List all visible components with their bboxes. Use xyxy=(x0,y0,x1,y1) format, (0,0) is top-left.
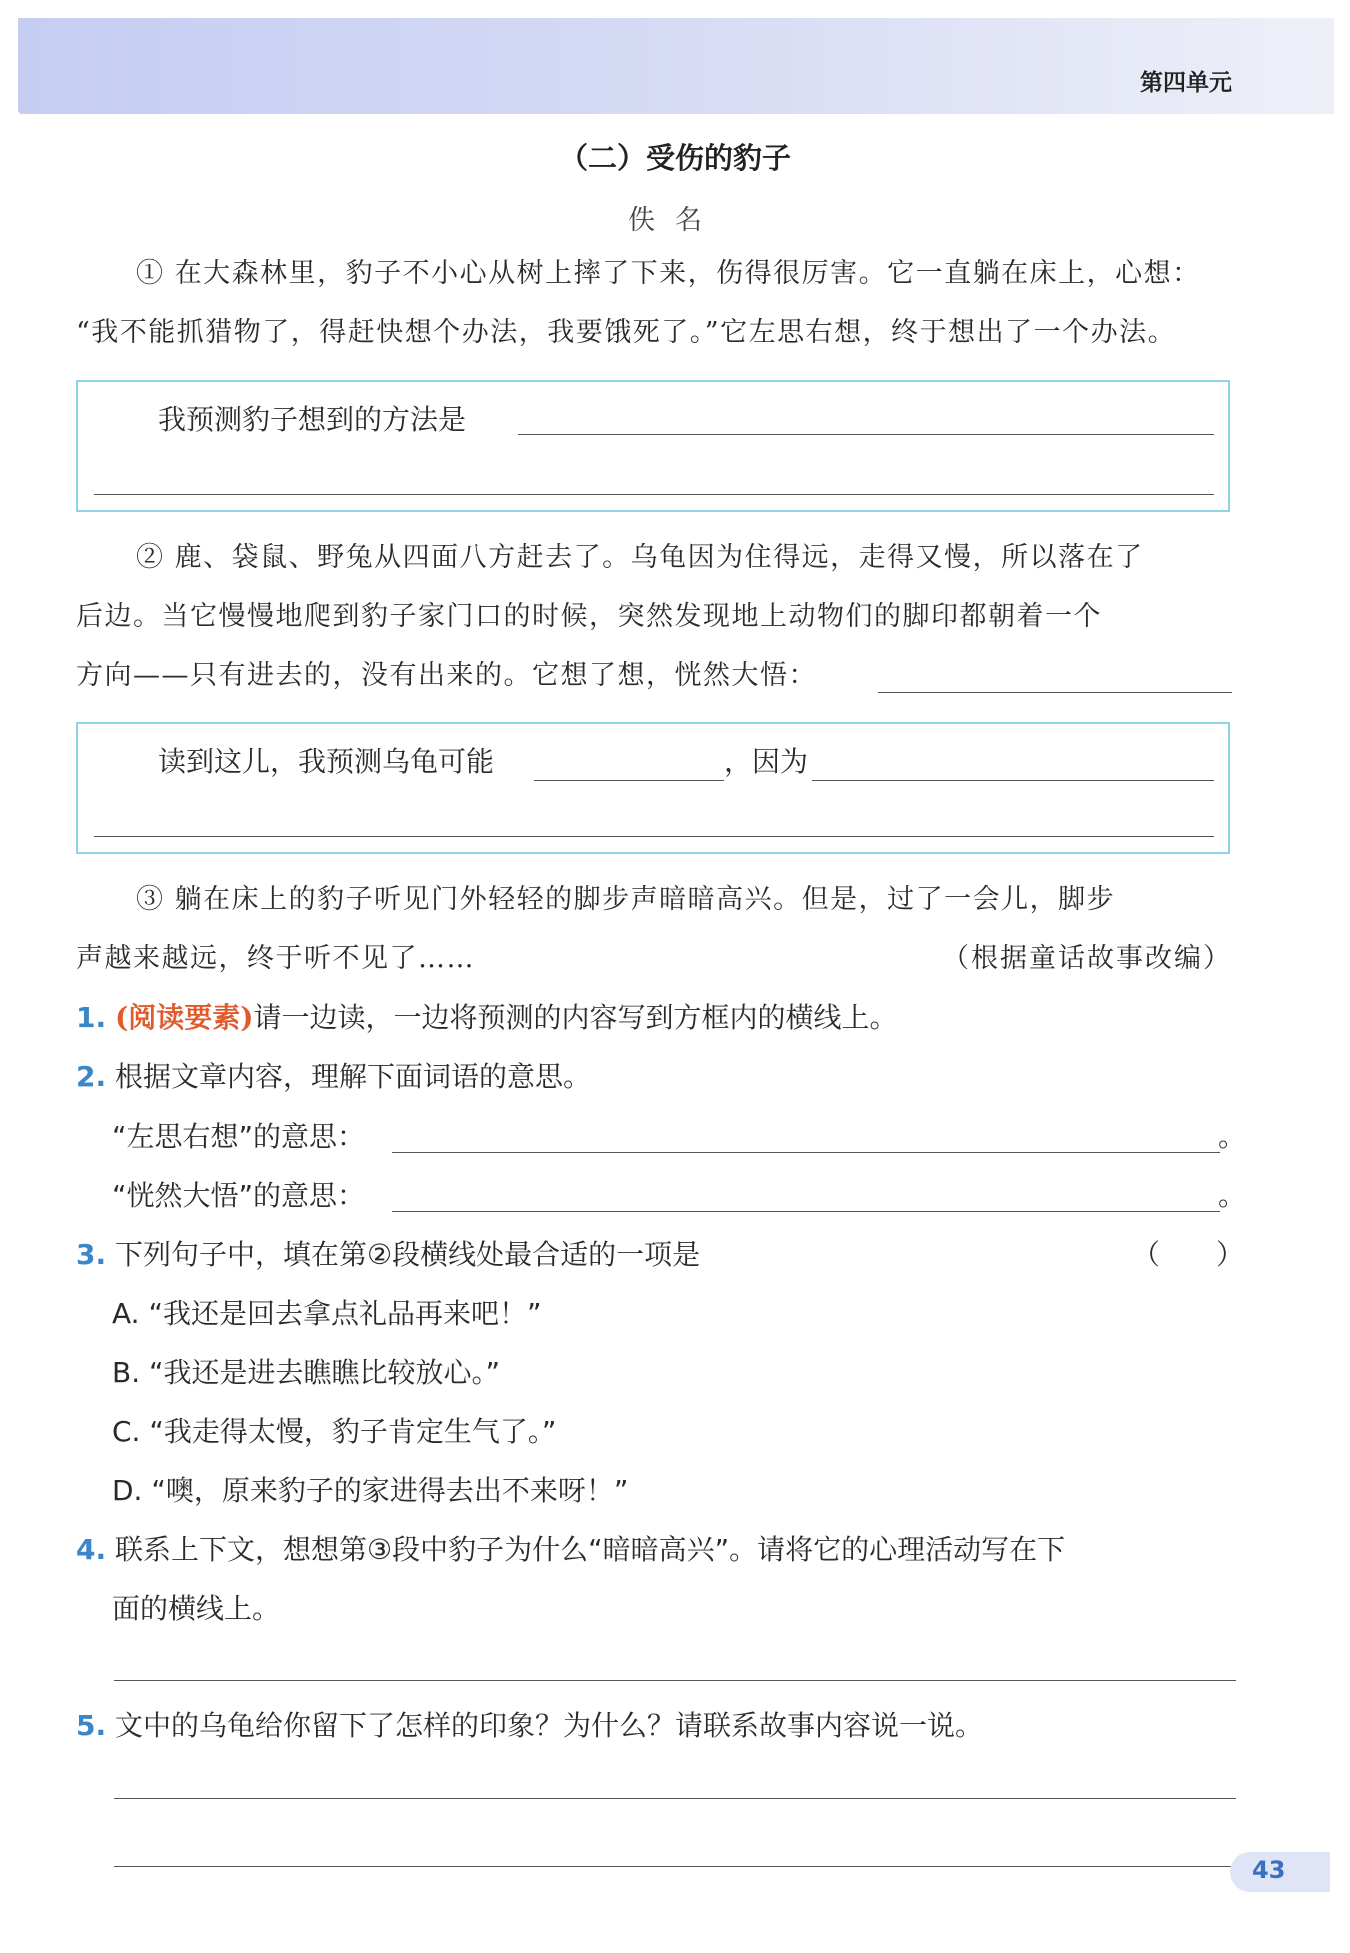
paragraph-2-line-2: 后边。当它慢慢地爬到豹子家门口的时候，突然发现地上动物们的脚印都朝着一个 xyxy=(76,601,1102,632)
question-1-number: 1. xyxy=(76,1001,107,1034)
source-note: （根据童话故事改编） xyxy=(942,943,1232,974)
answer-line[interactable] xyxy=(114,1680,1236,1681)
page-number: 43 xyxy=(1252,1856,1286,1884)
answer-line[interactable] xyxy=(812,780,1214,781)
answer-line[interactable] xyxy=(94,836,1214,837)
option-c[interactable]: C. “我走得太慢，豹子肯定生气了。” xyxy=(112,1415,557,1448)
question-3-text: 下列句子中，填在第②段横线处最合适的一项是 xyxy=(115,1238,701,1271)
question-1-text: 请一边读，一边将预测的内容写到方框内的横线上。 xyxy=(253,1001,898,1034)
answer-parentheses[interactable]: （ ） xyxy=(1132,1238,1245,1271)
answer-line[interactable] xyxy=(534,780,724,781)
answer-line[interactable] xyxy=(518,434,1214,435)
answer-line[interactable] xyxy=(392,1211,1220,1212)
question-5 xyxy=(76,1706,1236,1746)
question-4-text: 联系上下文，想想第③段中豹子为什么“暗暗高兴”。请将它的心理活动写在下 xyxy=(115,1533,1066,1566)
answer-line[interactable] xyxy=(94,494,1214,495)
question-4 xyxy=(76,1530,1236,1570)
question-2 xyxy=(76,1057,1236,1097)
answer-line[interactable] xyxy=(114,1798,1236,1799)
option-b[interactable]: B. “我还是进去瞧瞧比较放心。” xyxy=(112,1356,501,1389)
unit-label: 第四单元 xyxy=(1140,70,1232,96)
question-5-number: 5. xyxy=(76,1709,107,1742)
option-d[interactable]: D. “噢，原来豹子的家进得去出不来呀！” xyxy=(112,1474,629,1507)
page-number-badge xyxy=(1230,1852,1330,1892)
paragraph-2-line-3 xyxy=(76,646,1232,705)
article-author: 佚名 xyxy=(628,205,722,236)
question-4-number: 4. xyxy=(76,1533,107,1566)
period: 。 xyxy=(1218,1179,1247,1212)
fill-in-blank-line[interactable] xyxy=(878,692,1232,693)
question-5-text: 文中的乌龟给你留下了怎样的印象？为什么？请联系故事内容说一说。 xyxy=(115,1709,984,1742)
question-2b-label: “恍然大悟”的意思： xyxy=(112,1179,366,1212)
question-2a-label: “左思右想”的意思： xyxy=(112,1120,366,1153)
paragraph-2-line-3-text: 方向——只有进去的，没有出来的。它想了想，恍然大悟： xyxy=(76,660,817,691)
article-title: （二）受伤的豹子 xyxy=(558,141,791,175)
paragraph-1-line-2: “我不能抓猎物了，得赶快想个办法，我要饿死了。”它左思右想，终于想出了一个办法。 xyxy=(76,317,1177,348)
question-2-text: 根据文章内容，理解下面词语的意思。 xyxy=(115,1060,592,1093)
reading-element-tag: (阅读要素) xyxy=(115,1001,254,1034)
header-band xyxy=(18,18,1334,114)
paragraph-1-line-1: ① 在大森林里，豹子不小心从树上摔了下来，伤得很厉害。它一直躺在床上，心想： xyxy=(136,258,1201,289)
prediction-box-2-prompt: 读到这儿，我预测乌龟可能 xyxy=(158,745,495,778)
question-3-number: 3. xyxy=(76,1238,107,1271)
paragraph-3-line-2: 声越来越远，终于听不见了…… xyxy=(76,943,475,974)
option-a[interactable]: A. “我还是回去拿点礼品再来吧！” xyxy=(112,1297,542,1330)
answer-line[interactable] xyxy=(114,1866,1234,1867)
prediction-box-2-because: ，因为 xyxy=(724,745,809,778)
paragraph-3-line-1: ③ 躺在床上的豹子听见门外轻轻的脚步声暗暗高兴。但是，过了一会儿，脚步 xyxy=(136,884,1116,915)
paragraph-2-line-1: ② 鹿、袋鼠、野兔从四面八方赶去了。乌龟因为住得远，走得又慢，所以落在了 xyxy=(136,542,1144,573)
question-2-number: 2. xyxy=(76,1060,107,1093)
period: 。 xyxy=(1218,1120,1247,1153)
prediction-box-1 xyxy=(76,380,1230,512)
answer-line[interactable] xyxy=(392,1152,1220,1153)
question-3 xyxy=(76,1235,1236,1275)
prediction-box-2 xyxy=(76,722,1230,854)
question-1 xyxy=(76,998,1236,1038)
prediction-box-1-prompt: 我预测豹子想到的方法是 xyxy=(158,403,467,436)
question-4-text-cont: 面的横线上。 xyxy=(112,1592,281,1625)
